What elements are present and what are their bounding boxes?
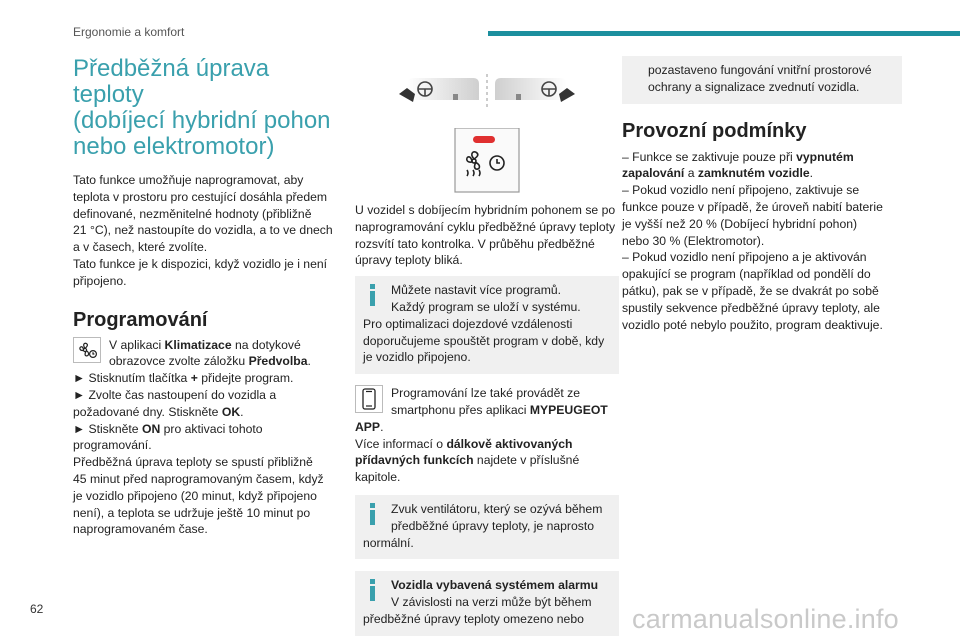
info-icon bbox=[365, 284, 383, 306]
remote-functions-info: APP. Více informací o dálkově aktivovaných přídavných funkcích najdete v příslušné kapitole. bbox=[355, 419, 580, 485]
smartphone-instruction: Programování lze také provádět ze smartphonu přes aplikaci MYPEUGEOT bbox=[355, 385, 619, 419]
steering-wheel-illustration bbox=[355, 72, 619, 112]
programming-steps: ► Stisknutím tlačítka + přidejte program. ► Zvolte čas nastoupení do vozidla a požadované dny. Stiskněte OK. ► Stiskněte ON pro aktivaci tohoto programování. Předběžná úprava teploty se spustí přibližně 45 minut před naprogramovaným časem, když je vozidlo připojeno (20 minut, když připojeno není), a teplota se udržuje ještě 10 minut po naprogramovaném čase. bbox=[73, 371, 324, 537]
column-middle bbox=[355, 72, 619, 636]
page-number: 62 bbox=[30, 602, 44, 616]
operating-conditions-list: – Funkce se zaktivuje pouze při vypnutém zapalování a zamknutém vozidle. – Pokud vozidlo není připojeno, zaktivuje se funkce pouze v případě, že úroveň nabití baterie je vyšší než 20 % (Dobíjecí hybridní pohon) nebo 30 % (Elektromotor). – Pokud vozidlo není připojeno a je aktivován opakující se program (například od pondělí do pátku), pak se v případě, že se dvakrát po sobě spustily sekvence předběžné úpravy teploty, ale vozidlo poté nebylo použito, program deaktivuje. bbox=[622, 149, 883, 332]
info-icon bbox=[365, 503, 383, 525]
climate-fan-icon bbox=[73, 337, 101, 363]
header-accent-bar bbox=[488, 31, 960, 36]
info-box-alarm-continued: pozastaveno fungování vnitřní prostorové ochrany a signalizace zvednutí vozidla. bbox=[622, 56, 902, 104]
section-title-programming: Programování bbox=[73, 308, 208, 331]
column-left bbox=[73, 56, 335, 538]
info-box-programs: Můžete nastavit více programů. Každý program se uloží v systému. Pro optimalizaci dojezdové vzdálenosti doporučujeme spouštět program v době, kdy je vozidlo připojeno. bbox=[355, 276, 619, 374]
running-header: Ergonomie a komfort bbox=[73, 25, 185, 39]
info-icon bbox=[365, 579, 383, 601]
climate-instruction: V aplikaci Klimatizace na dotykové obrazovce zvolte záložku Předvolba. bbox=[73, 337, 335, 371]
section-title-operating-conditions: Provozní podmínky bbox=[622, 119, 807, 142]
preconditioning-warning-lamp-icon bbox=[355, 128, 619, 194]
info-box-alarm: Vozidla vybavená systémem alarmu V závislosti na verzi může být během předběžné úpravy teploty omezeno nebo bbox=[355, 571, 619, 635]
info-box-fan-noise: Zvuk ventilátoru, který se ozývá během předběžné úpravy teploty, je naprosto normální. bbox=[355, 495, 619, 559]
watermark: carmanualsonline.info bbox=[632, 604, 899, 634]
column-right bbox=[622, 56, 902, 333]
page-title: Předběžná úprava teploty (dobíjecí hybridní pohon nebo elektromotor) bbox=[73, 55, 331, 160]
lamp-description: U vozidel s dobíjecím hybridním pohonem se po naprogramování cyklu předběžné úpravy teploty rozsvítí tato kontrolka. V průběhu předběžné úpravy teploty bliká. bbox=[355, 203, 616, 268]
intro-paragraph: Tato funkce umožňuje naprogramovat, aby teplota v prostoru pro cestující dosáhla předem definované, nezměnitelné hodnoty (přibližně 21 °C), než nastoupíte do vozidla, a to ve dnech a v časech, které zvolíte. Tato funkce je k dispozici, když vozidlo je i není připojeno. bbox=[73, 173, 333, 288]
smartphone-icon bbox=[355, 385, 383, 413]
